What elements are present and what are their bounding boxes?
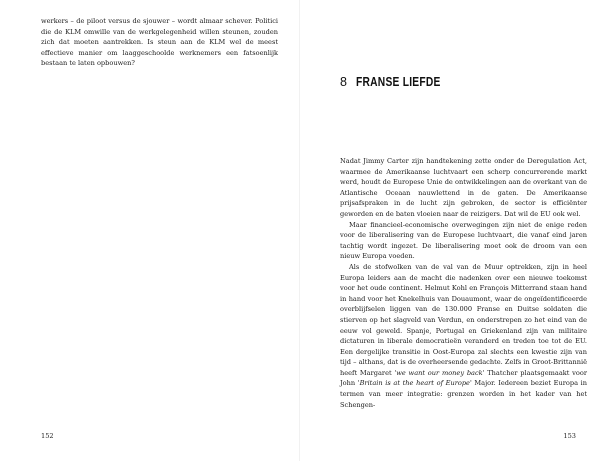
paragraph-3-text-before: Als de stofwolken van de val van de Muur optrekken, zijn in heel Europa leiders aan de macht die nadenken over een nieuwe toekomst voor het oude continent. Helmut Kohl en François Mitterrand staan hand in hand voor het Knekelhuis van Douaumont, waar de ongeïdentificeerde overblijfselen liggen van de 130.000 Franse en Duitse soldaten die stierven op het slagveld van Verdun, en onderstrepen zo het eind van de eeuw vol geweld. Spanje, Portugal en Griekenland zijn van militaire dictaturen in liberale democratieën veranderd en treden toe tot de EU. Een dergelijke transitie in Oost-Europa zal slechts een kwestie zijn van tijd – althans, dat is de overheersende gedachte. Zelfs in Groot-Brittannië heeft Margaret (340, 262, 587, 377)
chapter-title: FRANSE LIEFDE (356, 75, 441, 89)
paragraph-1: Nadat Jimmy Carter zijn handtekening zette onder de Deregulation Act, waarmee de Amerikaanse luchtvaart een scherp concurrerende markt werd, houdt de Europese Unie de ontwikkelingen aan de overkant van de Atlantische Oceaan nauwlettend in de gaten. De Amerikaanse prijsafspraken in de lucht zijn gebroken, de sector is efficiënter geworden en de baten vloeien naar de reizigers. Dat wil de EU ook wel. (340, 157, 587, 218)
left-page-body (41, 16, 278, 69)
paragraph-2: Maar financieel-economische overwegingen zijn niet de enige reden voor de liberalisering van de Europese luchtvaart, die vanaf eind jaren tachtig wordt ingezet. De liberalisering moet ook de droom van een nieuw Europa voeden. (340, 220, 587, 261)
paragraph-3-text-middle: Thatcher plaatsgemaakt voor John (340, 368, 587, 388)
paragraph-3 (340, 262, 587, 410)
left-paragraph: werkers – de piloot versus de sjouwer – wordt almaar schever. Politici die de KLM omwille van de werkgelegenheid willen steunen, zouden zich dat moeten aantrekken. Is steun aan de KLM wel de meest effectieve manier om laaggeschoolde werknemers een fatsoenlijk bestaan te laten opbouwen? (41, 17, 278, 68)
paragraph-3-text-after: Major. Iedereen beziet Europa in termen van meer integratie: grenzen worden in het kader van het Schengen- (340, 379, 588, 409)
chapter-number: 8 (340, 75, 348, 89)
major-quote: 'Britain is at the heart of Europe' (357, 379, 472, 388)
chapter-heading (340, 75, 459, 89)
right-page (300, 0, 600, 461)
page-number-left: 152 (41, 432, 54, 440)
page-number-right: 153 (563, 432, 576, 440)
thatcher-quote: 'we want our money back' (394, 368, 485, 377)
right-page-body (340, 156, 587, 410)
